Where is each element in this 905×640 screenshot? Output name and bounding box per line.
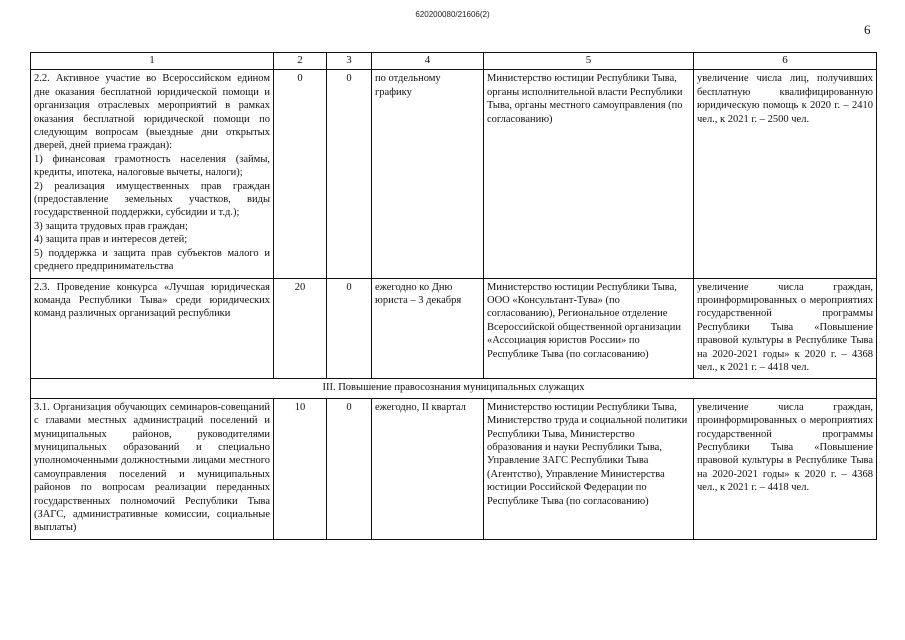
value-col2: 0 [274,70,327,278]
term-cell: по отдельному графику [372,70,484,278]
column-header-3: 3 [327,53,372,70]
activity-cell: 3.1. Организация обучающих семинаров-совещаний с главами местных администраций поселений и муниципальных районов, руководителями муниципальных образований и специально уполномоченными должностными лицами местного самоуправления поселений и муниципальных районов по вопросам реализации переданных государственных полномочий Республики Тыва (ЗАГС, административные комиссии, социальные выплаты) [31,398,274,539]
document-id: 620200080/21606(2) [415,10,490,19]
section-header-row [31,379,877,398]
value-col3: 0 [327,278,372,379]
executors-cell: Министерство юстиции Республики Тыва, Министерство труда и социальной политики Республики Тыва, Министерство образования и науки Республики Тыва, Управление ЗАГС Республики Тыва (Агентство), Управление Министерства юстиции Российской Федерации по Республике Тыва (по согласованию) [484,398,694,539]
executors-cell: Министерство юстиции Республики Тыва, ООО «Консультант-Тува» (по согласованию), Региональное отделение Всероссийской общественной организации «Ассоциация юристов России» по Республике Тыва (по согласованию) [484,278,694,379]
list-item: 1) финансовая грамотность населения (займы, кредиты, ипотека, налоговые вычеты, налоги); [34,153,270,179]
result-cell: увеличение числа лиц, получивших бесплатную квалифицированную юридическую помощь к 2020 г. – 2410 чел., к 2021 г. – 2500 чел. [694,70,877,278]
column-header-6: 6 [694,53,877,70]
list-item: 4) защита прав и интересов детей; [34,234,188,246]
table-row-2-2 [31,70,877,278]
executors-cell: Министерство юстиции Республики Тыва, органы исполнительной власти Республики Тыва, органы местного самоуправления (по согласованию) [484,70,694,278]
value-col2: 10 [274,398,327,539]
column-header-1: 1 [31,53,274,70]
column-number-row [31,53,877,70]
column-header-2: 2 [274,53,327,70]
result-cell: увеличение числа граждан, проинформированных о мероприятиях государственной программы Республики Тыва «Повышение правовой культуры в Республике Тыва на 2020-2021 годы» к 2020 г. – 4368 чел., к 2021 г. – 4418 чел. [694,398,877,539]
term-cell: ежегодно, II квартал [372,398,484,539]
value-col3: 0 [327,70,372,278]
page-number: 6 [864,22,871,37]
list-item: 3) защита трудовых прав граждан; [34,220,188,232]
activity-cell: 2.3. Проведение конкурса «Лучшая юридическая команда Республики Тыва» среди юридических команд различных организаций республики [31,278,274,379]
activity-cell [31,70,274,278]
section-title: III. Повышение правосознания муниципальных служащих [31,379,877,398]
value-col2: 20 [274,278,327,379]
list-item: 5) поддержка и защита прав субъектов малого и среднего предпринимательства [34,247,270,273]
activity-title: 2.2. Активное участие во Всероссийском едином дне оказания бесплатной юридической помощи и организация отраслевых мероприятий в рамках оказания бесплатной юридической помощи по следующим вопросам (выездные дни открытых дверей, дней приема граждан): [34,73,270,152]
term-cell: ежегодно ко Дню юриста – 3 декабря [372,278,484,379]
column-header-4: 4 [372,53,484,70]
table-row-2-3 [31,278,877,379]
result-cell: увеличение числа граждан, проинформированных о мероприятиях государственной программы Республики Тыва «Повышение правовой культуры в Республике Тыва на 2020-2021 годы» к 2020 г. – 4368 чел., к 2021 г. – 4418 чел. [694,278,877,379]
table-row-3-1 [31,398,877,539]
measures-table [30,52,877,540]
value-col3: 0 [327,398,372,539]
column-header-5: 5 [484,53,694,70]
list-item: 2) реализация имущественных прав граждан (предоставление земельных участков, виды государственной поддержки, субсидии и т.д.); [34,180,270,219]
